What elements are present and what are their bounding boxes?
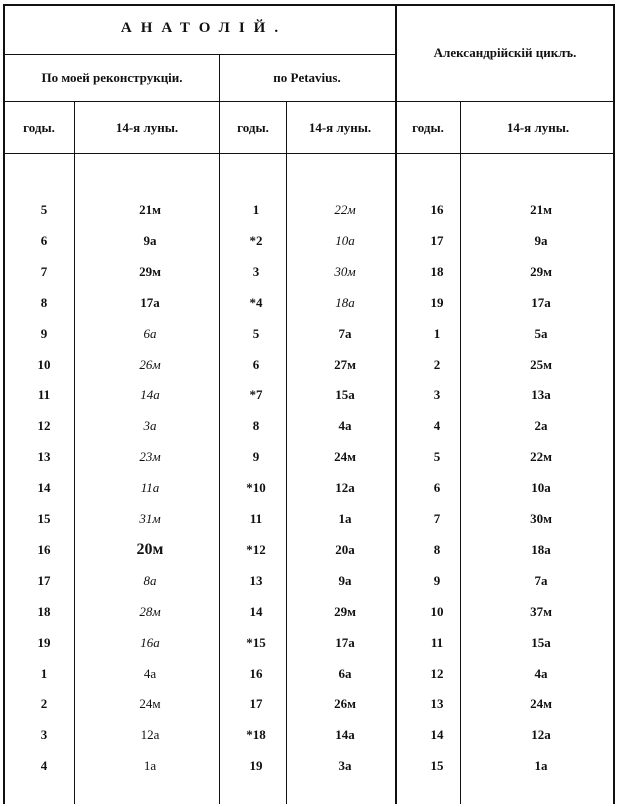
petavius-moon-cell: 4а: [338, 418, 352, 434]
petavius-year-cell: *4: [249, 294, 263, 310]
anatoly-moon-cell: 6а: [143, 325, 157, 341]
alexandrian-year-cell: 19: [430, 294, 444, 310]
anatoly-moon-cell: 17а: [140, 294, 160, 310]
rule-v-3: [286, 101, 287, 804]
alexandrian-year-cell: 14: [430, 727, 444, 743]
col-header-moon-2: 14-я луны.: [308, 120, 372, 135]
alexandrian-moon-cell: 13а: [531, 387, 551, 403]
petavius-year-cell: 5: [252, 325, 260, 341]
alexandrian-year-cell: 9: [433, 572, 441, 588]
anatoly-year-cell: 2: [40, 696, 48, 712]
alexandrian-year-cell: 6: [433, 480, 441, 496]
rule-v-1: [74, 101, 75, 804]
alexandrian-moon-cell: 7а: [534, 572, 548, 588]
petavius-moon-cell: 14а: [335, 727, 355, 743]
alexandrian-moon-cell: 29м: [530, 263, 552, 279]
anatoly-year-cell: 7: [40, 263, 48, 279]
anatoly-year-cell: 1: [40, 665, 48, 681]
petavius-moon-cell: 29м: [334, 603, 356, 619]
header-reconstruction: По моей реконструкціи.: [41, 70, 183, 85]
alexandrian-moon-cell: 24м: [530, 696, 552, 712]
alexandrian-moon-cell: 30м: [530, 511, 552, 526]
alexandrian-moon-cell: 15а: [531, 634, 551, 650]
petavius-year-cell: 11: [249, 511, 263, 526]
anatoly-year-cell: 12: [37, 418, 51, 434]
petavius-moon-cell: 27м: [334, 356, 356, 372]
petavius-year-cell: *7: [249, 387, 263, 403]
alexandrian-year-cell: 13: [430, 696, 444, 712]
petavius-year-cell: *18: [246, 727, 266, 743]
anatoly-moon-cell: 16а: [140, 634, 160, 650]
alexandrian-year-cell: 10: [430, 603, 444, 619]
border-top: [3, 4, 615, 6]
alexandrian-moon-cell: 1а: [534, 758, 548, 774]
rule-v-4: [395, 4, 397, 804]
anatoly-moon-cell: 20м: [136, 540, 164, 558]
alexandrian-year-cell: 1: [433, 325, 441, 341]
alexandrian-year-cell: 16: [430, 202, 444, 217]
petavius-moon-cell: 1а: [338, 511, 352, 526]
col-header-years-1: годы.: [23, 120, 55, 135]
alexandrian-year-cell: 11: [430, 634, 444, 650]
anatoly-moon-cell: 12а: [140, 727, 160, 743]
anatoly-moon-cell: 9а: [143, 232, 157, 248]
alexandrian-year-cell: 12: [430, 665, 444, 681]
petavius-moon-cell: 30м: [334, 263, 356, 279]
petavius-moon-cell: 6а: [338, 665, 352, 681]
anatoly-year-cell: 19: [37, 634, 51, 650]
petavius-moon-cell: 18а: [335, 294, 355, 310]
petavius-year-cell: 6: [252, 356, 260, 372]
petavius-year-cell: *12: [246, 541, 266, 557]
anatoly-moon-cell: 14а: [140, 387, 160, 403]
col-header-years-2: годы.: [237, 120, 269, 135]
petavius-year-cell: 3: [252, 263, 260, 279]
anatoly-year-cell: 17: [37, 572, 51, 588]
alexandrian-moon-cell: 21м: [530, 202, 552, 217]
anatoly-year-cell: 4: [40, 758, 48, 774]
anatoly-moon-cell: 29м: [139, 263, 161, 279]
rule-v-5: [460, 101, 461, 804]
header-anatoly: АНАТОЛІЙ.: [120, 20, 288, 36]
alexandrian-year-cell: 15: [430, 758, 444, 774]
petavius-moon-cell: 7а: [338, 325, 352, 341]
border-left: [3, 4, 5, 804]
alexandrian-year-cell: 7: [433, 511, 441, 526]
petavius-year-cell: *15: [246, 634, 266, 650]
anatoly-year-cell: 5: [40, 202, 48, 217]
alexandrian-year-cell: 18: [430, 263, 444, 279]
petavius-year-cell: 14: [249, 603, 263, 619]
anatoly-year-cell: 11: [37, 387, 51, 403]
alexandrian-year-cell: 17: [430, 232, 444, 248]
petavius-moon-cell: 26м: [334, 696, 356, 712]
alexandrian-year-cell: 8: [433, 541, 441, 557]
alexandrian-moon-cell: 22м: [530, 449, 552, 465]
petavius-year-cell: 1: [252, 202, 260, 217]
alexandrian-moon-cell: 4а: [534, 665, 548, 681]
petavius-year-cell: 13: [249, 572, 263, 588]
anatoly-moon-cell: 28м: [139, 603, 161, 619]
petavius-moon-cell: 24м: [334, 449, 356, 465]
border-right: [613, 4, 615, 804]
alexandrian-moon-cell: 25м: [530, 356, 552, 372]
alexandrian-moon-cell: 2а: [534, 418, 548, 434]
anatoly-moon-cell: 4а: [143, 665, 157, 681]
petavius-year-cell: *10: [246, 480, 266, 496]
anatoly-moon-cell: 3а: [143, 418, 157, 434]
petavius-year-cell: *2: [249, 232, 263, 248]
petavius-moon-cell: 9а: [338, 572, 352, 588]
petavius-moon-cell: 10а: [335, 232, 355, 248]
anatoly-year-cell: 9: [40, 325, 48, 341]
anatoly-moon-cell: 21м: [139, 202, 161, 217]
anatoly-year-cell: 3: [40, 727, 48, 743]
anatoly-year-cell: 10: [37, 356, 51, 372]
petavius-moon-cell: 20а: [335, 541, 355, 557]
petavius-year-cell: 17: [249, 696, 263, 712]
petavius-moon-cell: 12а: [335, 480, 355, 496]
anatoly-moon-cell: 31м: [139, 511, 161, 526]
petavius-moon-cell: 17а: [335, 634, 355, 650]
alexandrian-moon-cell: 18а: [531, 541, 551, 557]
anatoly-moon-cell: 8а: [143, 572, 157, 588]
header-petavius: по Petavius.: [273, 70, 341, 85]
alexandrian-moon-cell: 5а: [534, 325, 548, 341]
anatoly-year-cell: 13: [37, 449, 51, 465]
anatoly-moon-cell: 1а: [143, 758, 157, 774]
alexandrian-year-cell: 5: [433, 449, 441, 465]
col-header-moon-3: 14-я луны.: [506, 120, 570, 135]
anatoly-year-cell: 18: [37, 603, 51, 619]
header-alexandrian: Александрійскій циклъ.: [433, 45, 577, 60]
alexandrian-moon-cell: 12а: [531, 727, 551, 743]
col-header-moon-1: 14-я луны.: [115, 120, 179, 135]
alexandrian-moon-cell: 37м: [530, 603, 552, 619]
petavius-year-cell: 8: [252, 418, 260, 434]
alexandrian-moon-cell: 10а: [531, 480, 551, 496]
anatoly-year-cell: 16: [37, 541, 51, 557]
alexandrian-year-cell: 3: [433, 387, 441, 403]
petavius-year-cell: 9: [252, 449, 260, 465]
rule-colheader-bottom: [3, 153, 615, 154]
alexandrian-moon-cell: 9а: [534, 232, 548, 248]
alexandrian-year-cell: 2: [433, 356, 441, 372]
anatoly-moon-cell: 26м: [139, 356, 161, 372]
rule-subheader-bottom: [3, 101, 615, 102]
petavius-moon-cell: 15а: [335, 387, 355, 403]
anatoly-year-cell: 8: [40, 294, 48, 310]
petavius-year-cell: 16: [249, 665, 263, 681]
anatoly-moon-cell: 11а: [140, 480, 160, 496]
anatoly-moon-cell: 24м: [139, 696, 161, 712]
anatoly-year-cell: 6: [40, 232, 48, 248]
anatoly-year-cell: 15: [37, 511, 51, 526]
anatoly-year-cell: 14: [37, 480, 51, 496]
rule-anatoly-bottom: [3, 54, 395, 55]
petavius-year-cell: 19: [249, 758, 263, 774]
alexandrian-year-cell: 4: [433, 418, 441, 434]
alexandrian-moon-cell: 17а: [531, 294, 551, 310]
col-header-years-3: годы.: [412, 120, 444, 135]
rule-v-2: [219, 54, 220, 804]
petavius-moon-cell: 3а: [338, 758, 352, 774]
anatoly-moon-cell: 23м: [139, 449, 161, 465]
petavius-moon-cell: 22м: [334, 202, 356, 217]
